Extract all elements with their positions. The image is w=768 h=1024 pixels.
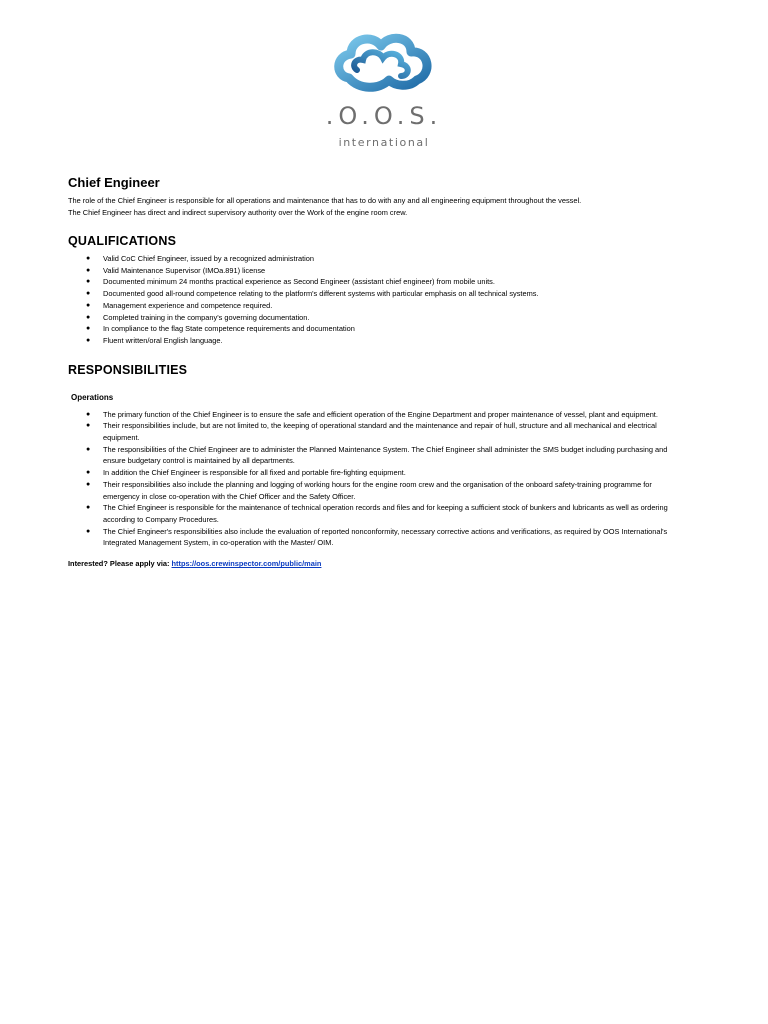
list-item: ● The responsibilities of the Chief Engineer are to administer the Planned Maintenance System. The Chief Engineer shall administer the SMS budget including purchasing and ensure budgetary control is maintained by all departments. xyxy=(86,444,668,466)
operations-subheading: Operations xyxy=(71,392,114,402)
logo-wordmark: .O.O.S. xyxy=(325,102,443,130)
list-item: ● Documented minimum 24 months practical experience as Second Engineer (assistant chief engineer) from mobile units. xyxy=(86,277,495,287)
apply-link[interactable]: https://oos.crewinspector.com/public/main xyxy=(171,559,322,569)
bullet-icon: ● xyxy=(86,290,91,298)
bullet-icon: ● xyxy=(86,266,91,274)
list-item: ● Documented good all-round competence relating to the platform's different systems with particular emphasis on all technical systems. xyxy=(86,289,539,299)
bullet-icon: ● xyxy=(86,445,91,453)
bullet-icon: ● xyxy=(86,410,91,418)
job-posting xyxy=(68,174,688,569)
list-item: ● In addition the Chief Engineer is responsible for all fixed and portable fire-fighting equipment. xyxy=(86,468,406,478)
list-item: ● Fluent written/oral English language. xyxy=(86,335,223,345)
list-item: ● In compliance to the flag State competence requirements and documentation xyxy=(86,324,355,334)
logo-subtitle: international xyxy=(338,136,430,149)
responsibilities-heading: RESPONSIBILITIES xyxy=(68,362,188,377)
bullet-icon: ● xyxy=(86,336,91,344)
job-title: Chief Engineer xyxy=(68,175,160,190)
list-item: ● Valid CoC Chief Engineer, issued by a recognized administration xyxy=(86,254,315,263)
list-item: ● Valid Maintenance Supervisor (IMOa.891) license xyxy=(86,265,266,275)
cloud-ribbon-logo-icon xyxy=(329,30,439,102)
list-item: ● The Chief Engineer's responsibilities also include the evaluation of reported nonconformity, necessary corrective actions and verifications, as required by OOS International's Integrated Management System, in co-operation with the Master/ OIM. xyxy=(86,526,668,548)
responsibilities-list xyxy=(68,409,688,549)
list-item: ● The primary function of the Chief Engineer is to ensure the safe and efficient operation of the Engine Department and proper maintenance of vessel, plant and equipment. xyxy=(86,409,658,419)
list-item: ● Management experience and competence required. xyxy=(86,300,273,310)
bullet-icon: ● xyxy=(86,422,91,430)
bullet-icon: ● xyxy=(86,527,91,535)
bullet-icon: ● xyxy=(86,313,91,321)
qualifications-heading: QUALIFICATIONS xyxy=(68,234,177,248)
bullet-icon: ● xyxy=(86,278,91,286)
supervisory-paragraph: The Chief Engineer has direct and indirect supervisory authority over the Work of the engine room crew. xyxy=(68,207,408,217)
bullet-icon: ● xyxy=(86,301,91,309)
bullet-icon: ● xyxy=(86,469,91,477)
bullet-icon: ● xyxy=(86,504,91,512)
list-item: ● Their responsibilities also include the planning and logging of working hours for the engine room crew and the organisation of the onboard safety-training programme for emergency in close co-operation with the Chief Officer and the Safety Officer. xyxy=(86,479,652,501)
apply-line xyxy=(68,558,688,569)
bullet-icon: ● xyxy=(86,325,91,333)
bullet-icon: ● xyxy=(86,255,91,262)
list-item: ● Their responsibilities include, but are not limited to, the keeping of operational standard and the maintenance and repair of hull, structure and all mechanical and electrical equipment. xyxy=(86,421,657,443)
list-item: ● Completed training in the company's governing documentation. xyxy=(86,312,310,322)
bullet-icon: ● xyxy=(86,480,91,488)
list-item: ● The Chief Engineer is responsible for the maintenance of technical operation records and files and for keeping a sufficient stock of bunkers and lubricants as well as ordering according to Company Procedures. xyxy=(86,503,668,524)
apply-prefix: Interested? Please apply via: xyxy=(68,559,170,569)
intro-paragraph: The role of the Chief Engineer is responsible for all operations and maintenance that has to do with any and all engineering equipment throughout the vessel. xyxy=(68,196,582,205)
qualifications-list xyxy=(68,253,688,347)
